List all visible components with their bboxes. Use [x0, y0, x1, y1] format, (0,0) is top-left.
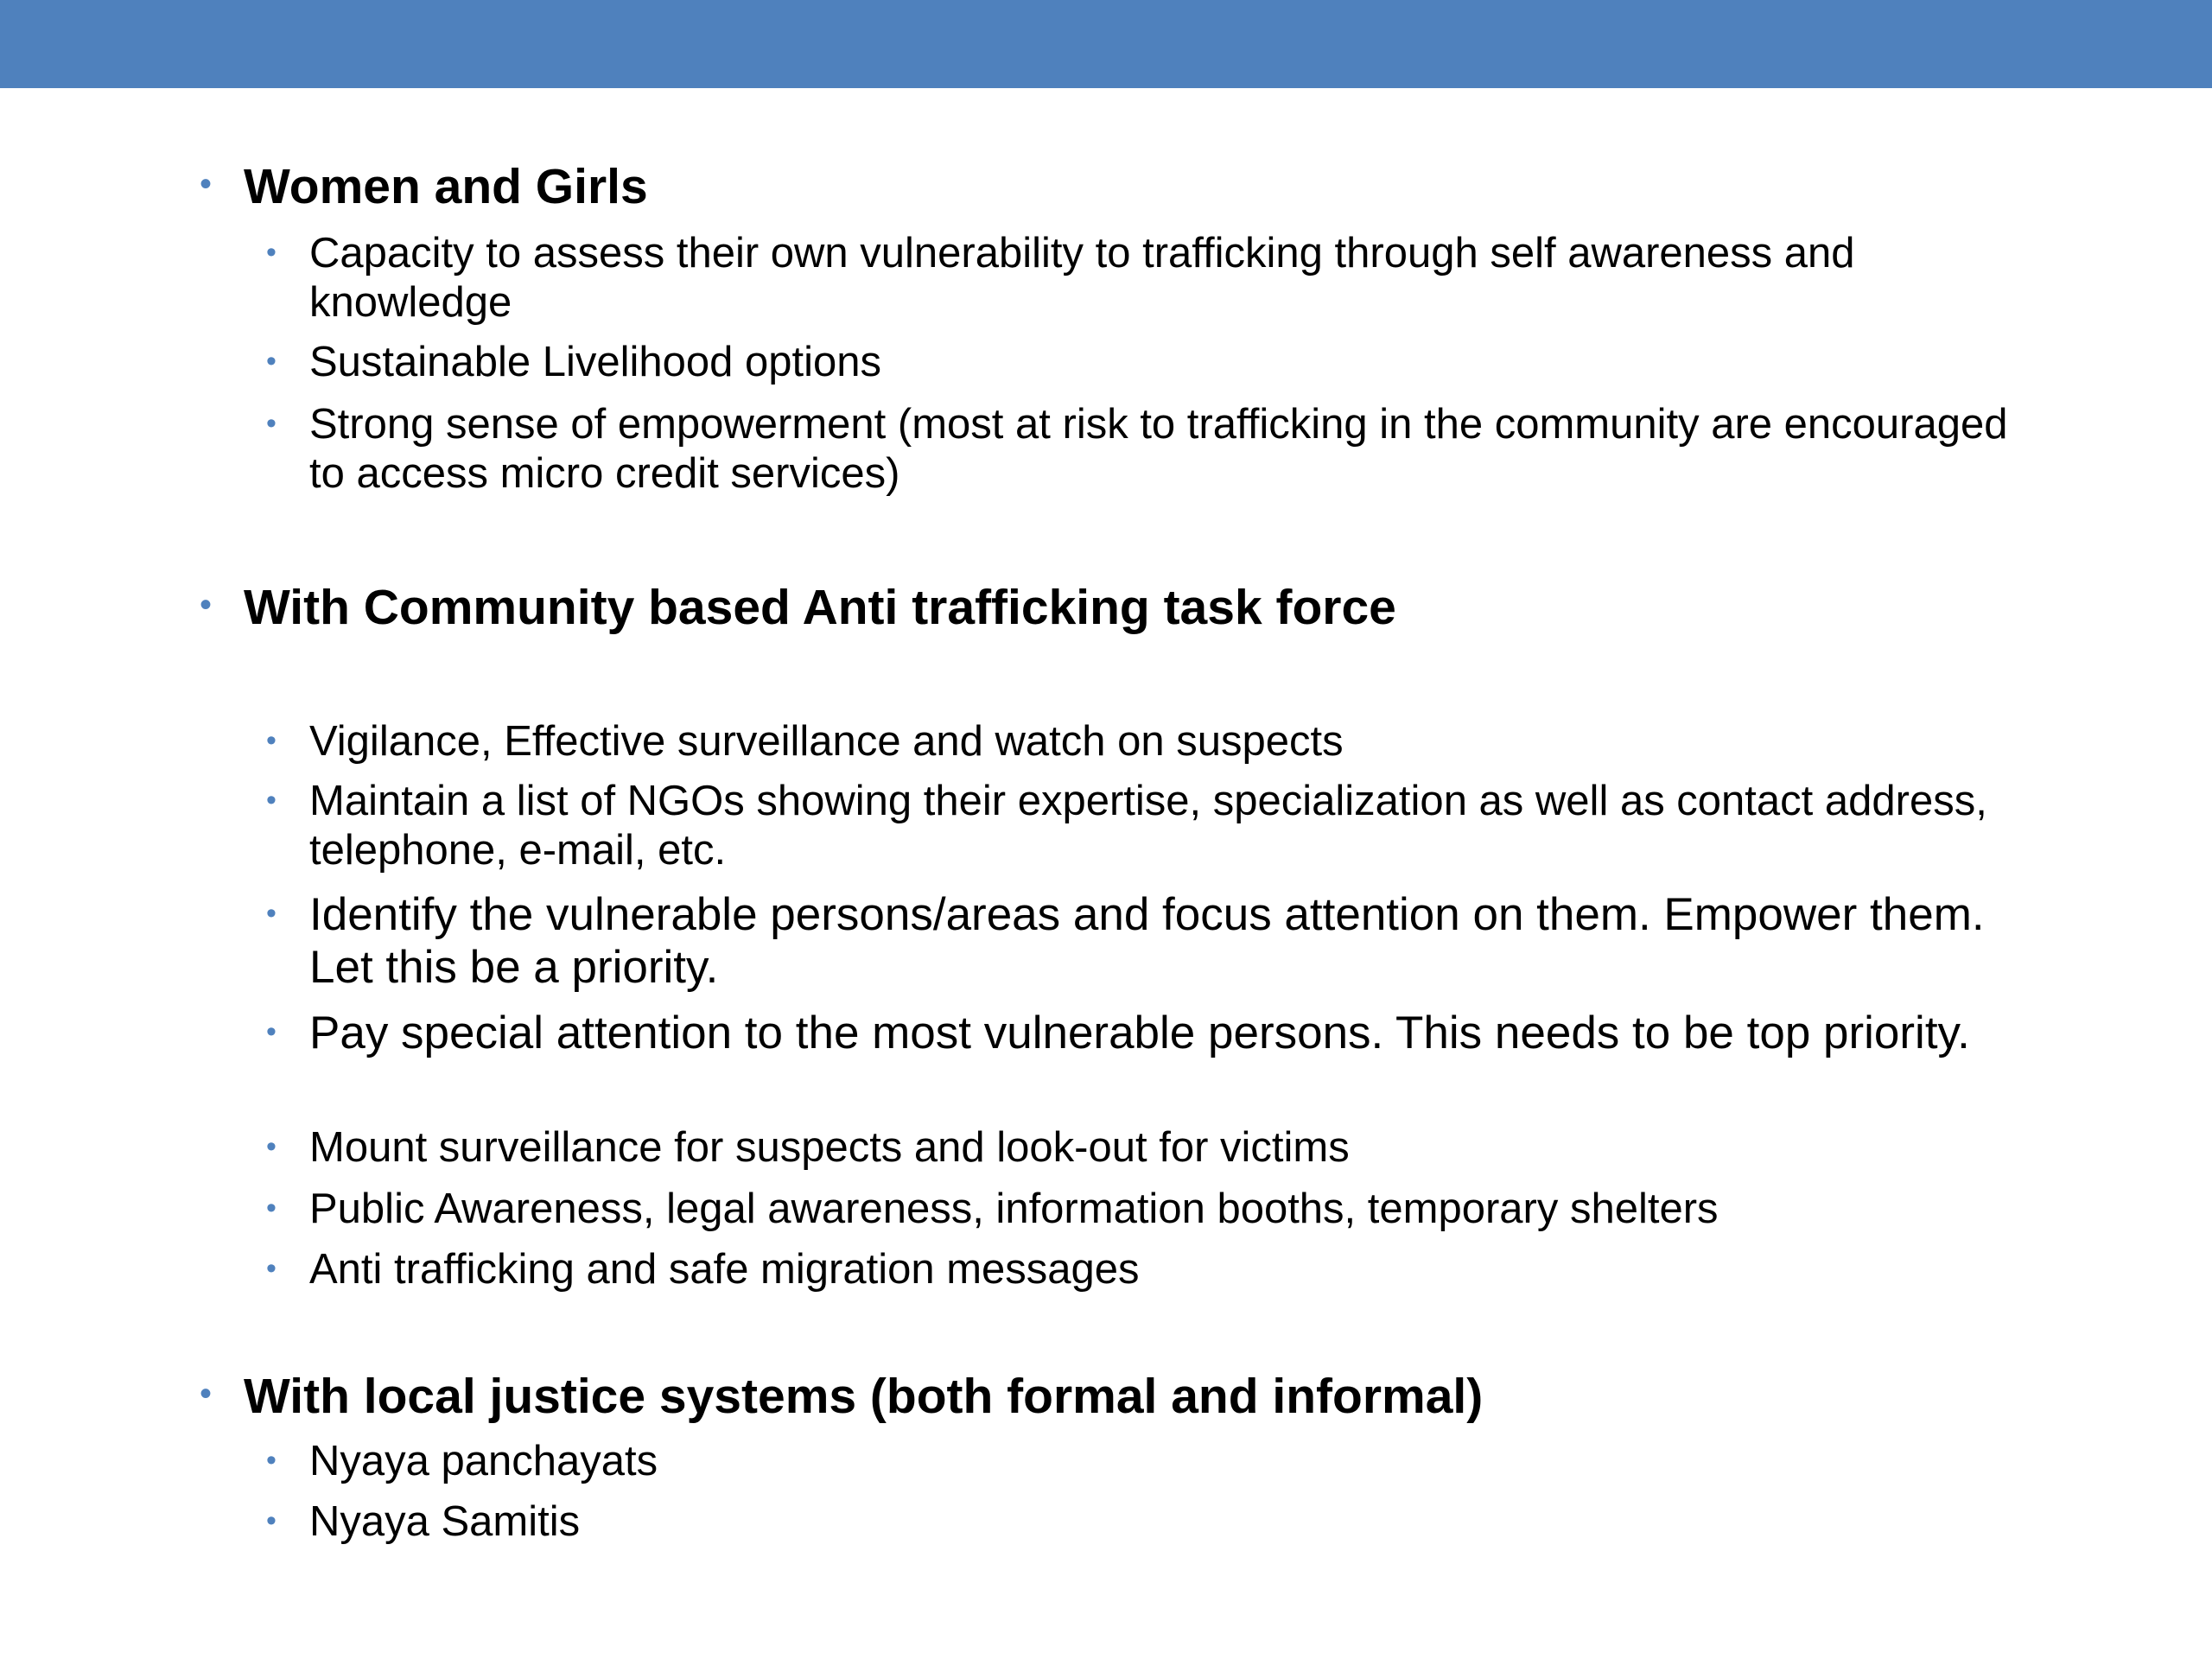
bullet-icon: •	[200, 1375, 213, 1413]
list-item-text: Nyaya Samitis	[309, 1498, 581, 1545]
list-item-text: Pay special attention to the most vulnerable persons. This needs to be top priority.	[309, 1007, 1970, 1058]
bullet-icon: •	[266, 897, 276, 930]
list-item-text: Strong sense of empowerment (most at risk to trafficking in the community are encouraged to access micro credit services)	[309, 401, 2008, 497]
list-item-text: Sustainable Livelihood options	[309, 339, 881, 385]
bullet-icon: •	[266, 1252, 276, 1285]
bullet-icon: •	[266, 236, 276, 269]
list-item-text: Anti trafficking and safe migration messages	[309, 1246, 1140, 1293]
section-heading: With Community based Anti trafficking task force	[244, 580, 1396, 635]
list-item-text: Identify the vulnerable persons/areas and focus attention on them. Empower them. Let this be a priority.	[309, 889, 1985, 993]
bullet-icon: •	[266, 1504, 276, 1537]
list-item-text: Public Awareness, legal awareness, information booths, temporary shelters	[309, 1185, 1719, 1232]
bullet-icon: •	[200, 586, 213, 624]
bullet-icon: •	[200, 165, 213, 203]
bullet-icon: •	[266, 784, 276, 817]
list-item-text: Capacity to assess their own vulnerability to trafficking through self awareness and knowledge	[309, 230, 1855, 326]
bullet-icon: •	[266, 1130, 276, 1163]
list-item-text: Mount surveillance for suspects and look-out for victims	[309, 1124, 1350, 1171]
bullet-icon: •	[266, 1015, 276, 1048]
list-item-text: Maintain a list of NGOs showing their expertise, specialization as well as contact address, telephone, e-mail, etc.	[309, 778, 1987, 874]
bullet-icon: •	[266, 407, 276, 440]
list-item-text: Nyaya panchayats	[309, 1438, 658, 1484]
list-item-text: Vigilance, Effective surveillance and watch on suspects	[309, 718, 1344, 765]
bullet-icon: •	[266, 1444, 276, 1477]
section-heading: Women and Girls	[244, 159, 648, 214]
bullet-icon: •	[266, 345, 276, 378]
bullet-icon: •	[266, 1192, 276, 1224]
bullet-icon: •	[266, 724, 276, 757]
section-heading: With local justice systems (both formal and informal)	[244, 1369, 1484, 1424]
